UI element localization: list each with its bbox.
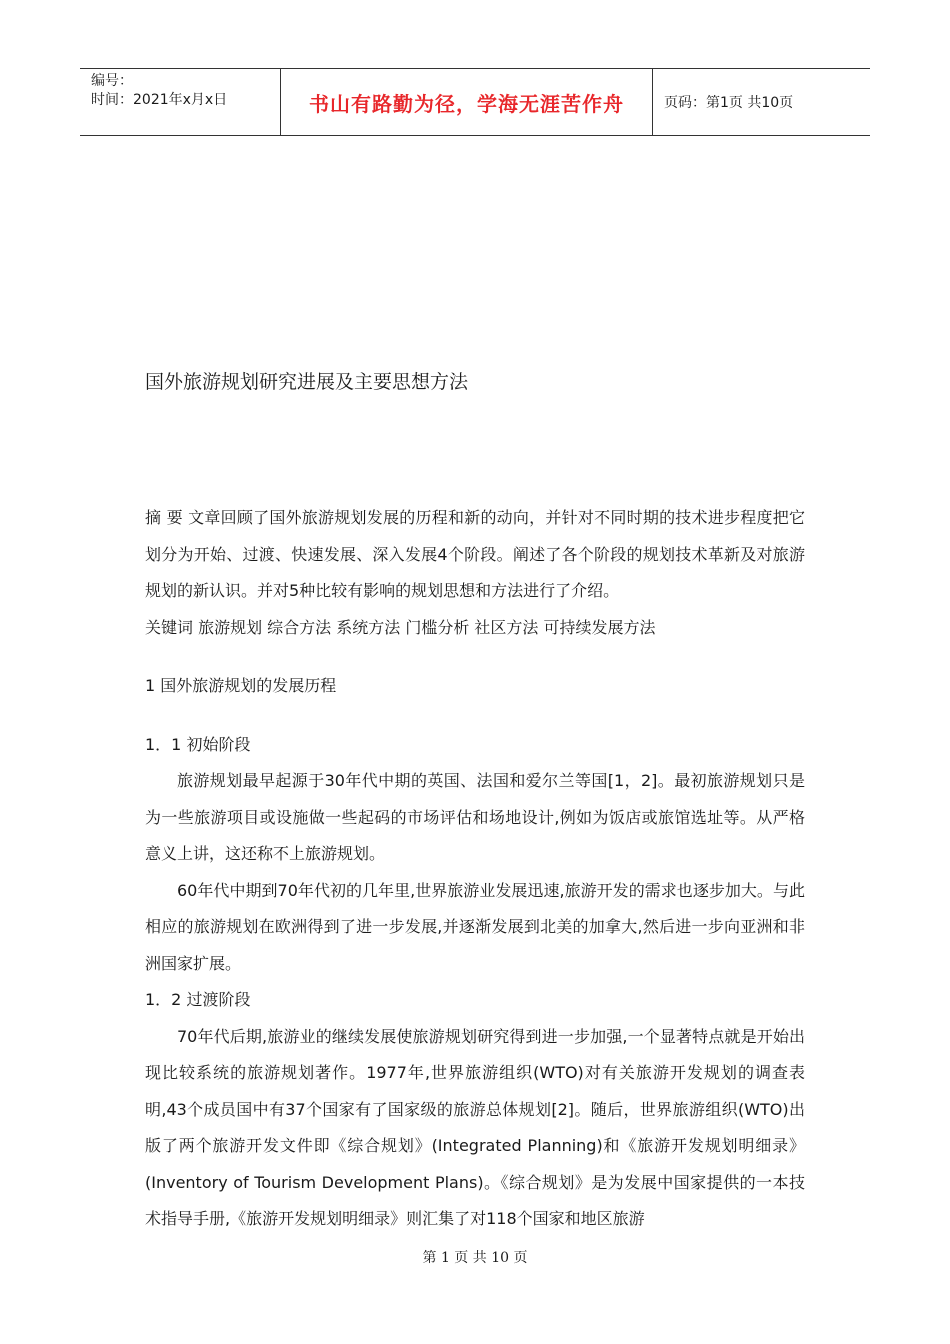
header-meta [80,69,281,135]
document-body [145,364,805,1238]
keywords-line: 关键词 旅游规划 综合方法 系统方法 门槛分析 社区方法 可持续发展方法 [145,617,656,637]
header-page-info: 页码：第1页 共10页 [664,95,794,111]
document-title: 国外旅游规划研究进展及主要思想方法 [145,371,469,393]
section-1-heading: 1 国外旅游规划的发展历程 [145,676,337,695]
section-1-1-paragraph-1: 旅游规划最早起源于30年代中期的英国、法国和爱尔兰等国[1，2]。最初旅游规划只是为一些旅游项目或设施做一些起码的市场评估和场地设计,例如为饭店或旅馆选址等。从严格意义上讲，这还称不上旅游规划。 [145,771,805,863]
abstract-paragraph: 摘 要 文章回顾了国外旅游规划发展的历程和新的动向，并针对不同时期的技术进步程度把它划分为开始、过渡、快速发展、深入发展4个阶段。阐述了各个阶段的规划技术革新及对旅游规划的新认识。并对5种比较有影响的规划思想和方法进行了介绍。 [145,508,805,600]
section-1-2-heading: 1．2 过渡阶段 [145,990,251,1009]
document-header [80,68,870,136]
number-label: 编号： [91,73,133,89]
section-1-2-paragraph-1: 70年代后期,旅游业的继续发展使旅游规划研究得到进一步加强,一个显著特点就是开始出现比较系统的旅游规划著作。1977年,世界旅游组织(WTO)对有关旅游开发规划的调查表明,43个成员国中有37个国家有了国家级的旅游总体规划[2]。随后，世界旅游组织(WTO)出版了两个旅游开发文件即《综合规划》(Integrated Planning)和《旅游开发规划明细录》(Inventory of Tourism Development Plans)。《综合规划》是为发展中国家提供的一本技术指导手册,《旅游开发规划明细录》则汇集了对118个国家和地区旅游 [145,1026,805,1228]
section-1-1-heading: 1．1 初始阶段 [145,734,251,754]
header-motto: 书山有路勤为径，学海无涯苦作舟 [281,69,653,135]
section-1-1-paragraph-2: 60年代中期到70年代初的几年里,世界旅游业发展迅速,旅游开发的需求也逐步加大。与此相应的旅游规划在欧洲得到了进一步发展,并逐渐发展到北美的加拿大,然后进一步向亚洲和非洲国家扩展。 [145,880,805,973]
page-footer: 第 1 页 共 10 页 [422,1250,528,1266]
time-label: 时间：2021年x月x日 [91,92,228,108]
